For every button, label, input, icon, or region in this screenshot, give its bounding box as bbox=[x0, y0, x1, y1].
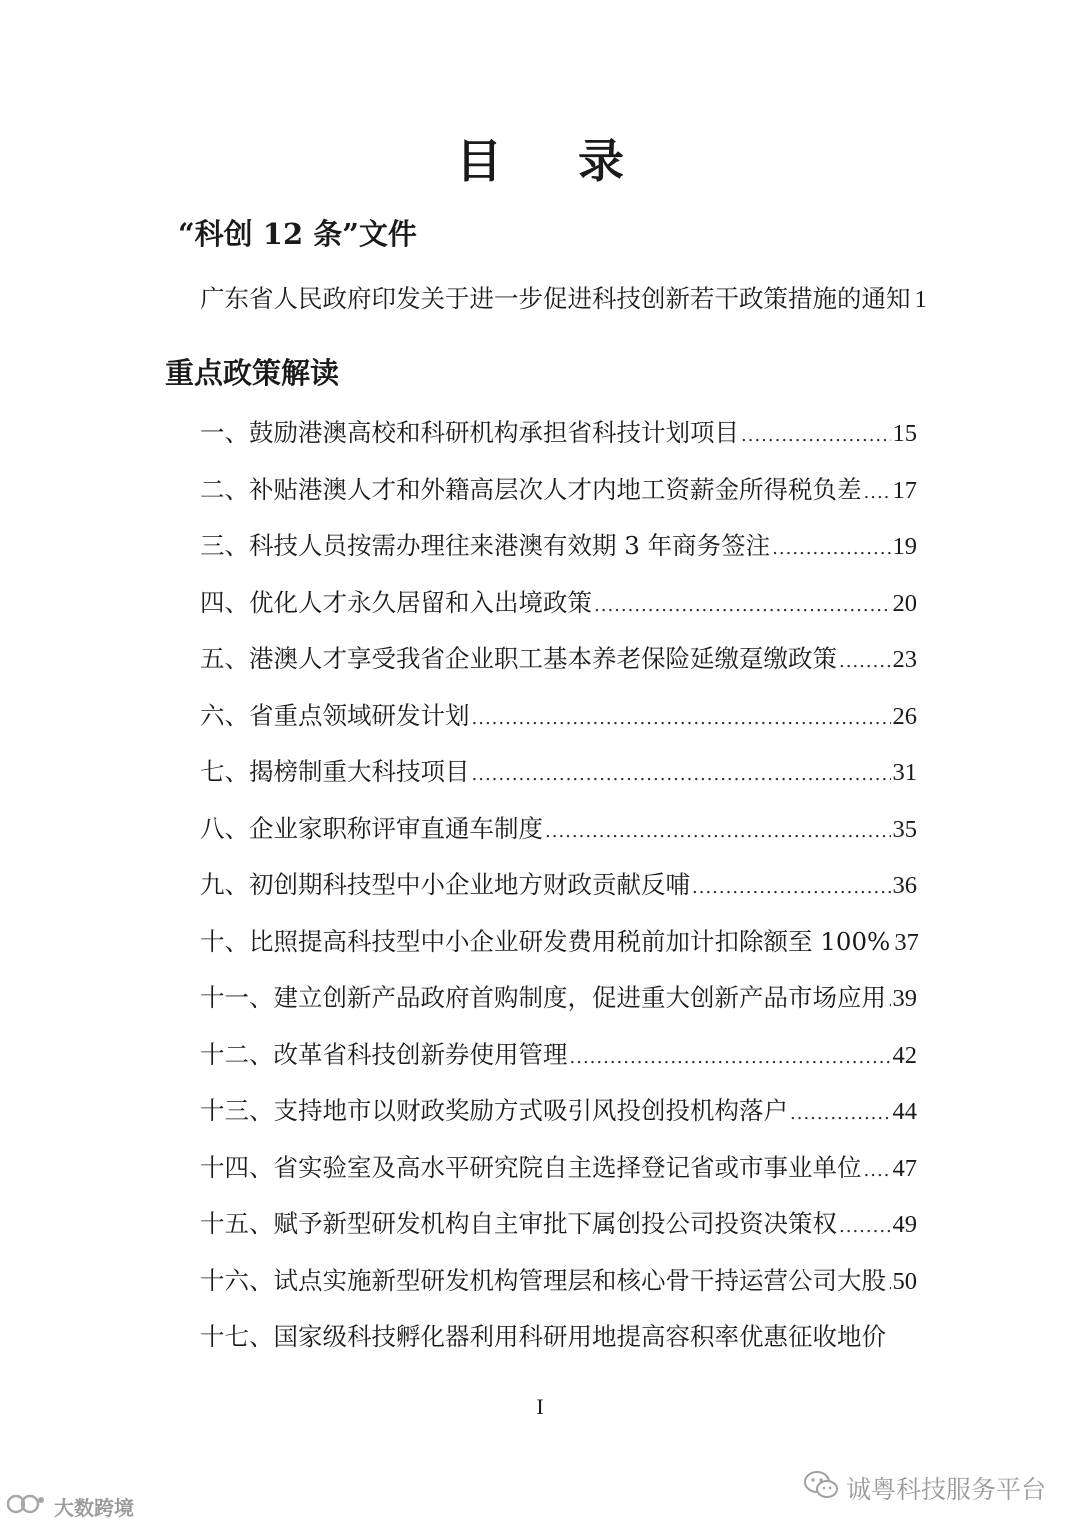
toc-leader bbox=[570, 1042, 891, 1074]
watermark-brand-text: 大数跨境 bbox=[54, 1496, 134, 1520]
toc-page-number: 15 bbox=[892, 420, 917, 447]
toc-leader bbox=[864, 477, 891, 509]
toc-entry-label: 二、补贴港澳人才和外籍高层次人才内地工资薪金所得税负差 bbox=[200, 475, 862, 504]
toc-row[interactable] bbox=[200, 530, 917, 562]
toc-leader bbox=[888, 1268, 891, 1300]
toc-leader bbox=[864, 1155, 891, 1187]
toc-leader bbox=[472, 703, 891, 735]
toc-row[interactable] bbox=[200, 869, 917, 901]
toc-row[interactable] bbox=[200, 926, 917, 958]
toc-row[interactable] bbox=[200, 1321, 917, 1353]
toc-entry-label: 九、初创期科技型中小企业地方财政贡献反哺 bbox=[200, 870, 690, 899]
toc-entry-label: 五、港澳人才享受我省企业职工基本养老保险延缴趸缴政策 bbox=[200, 644, 837, 673]
toc-leader bbox=[472, 759, 891, 791]
toc-page-number: 37 bbox=[894, 929, 919, 956]
toc-entry-label: 十、比照提高科技型中小企业研发费用税前加计扣除额至 100% bbox=[200, 927, 891, 956]
toc-page-number: 50 bbox=[892, 1268, 917, 1295]
toc-page-number: 47 bbox=[892, 1155, 917, 1182]
toc-entry-label: 十二、改革省科技创新券使用管理 bbox=[200, 1040, 568, 1069]
toc-row[interactable] bbox=[200, 1265, 917, 1297]
watermark-brand bbox=[6, 1492, 134, 1521]
toc-entry-label: 广东省人民政府印发关于进一步促进科技创新若干政策措施的通知 bbox=[200, 284, 911, 313]
toc-page-number: 42 bbox=[892, 1042, 917, 1069]
wechat-icon bbox=[804, 1470, 838, 1506]
toc-entry-label: 十六、试点实施新型研发机构管理层和核心骨干持运营公司大股 bbox=[200, 1266, 886, 1295]
toc-row[interactable] bbox=[200, 700, 917, 732]
toc-leader bbox=[772, 533, 890, 565]
toc-row[interactable] bbox=[200, 283, 927, 315]
toc-page-number: 49 bbox=[892, 1211, 917, 1238]
watermark-platform-text: 诚粤科技服务平台 bbox=[845, 1475, 1046, 1504]
toc-row[interactable] bbox=[200, 587, 917, 619]
toc-entry-label: 十四、省实验室及高水平研究院自主选择登记省或市事业单位 bbox=[200, 1153, 862, 1182]
toc-leader bbox=[545, 816, 891, 848]
toc-entry-label: 七、揭榜制重大科技项目 bbox=[200, 757, 470, 786]
toc-leader bbox=[839, 646, 891, 678]
toc-entry-label: 十一、建立创新产品政府首购制度，促进重大创新产品市场应用 bbox=[200, 983, 886, 1012]
toc-leader bbox=[839, 1211, 891, 1243]
toc-leader bbox=[888, 985, 891, 1017]
toc-page-number: 36 bbox=[892, 872, 917, 899]
toc-row[interactable] bbox=[200, 643, 917, 675]
toc-leader bbox=[741, 420, 891, 452]
toc-row[interactable] bbox=[200, 1095, 917, 1127]
toc-row[interactable] bbox=[200, 417, 917, 449]
toc-page-number: 17 bbox=[892, 477, 917, 504]
toc-page-number: 31 bbox=[892, 759, 917, 786]
toc-page-number: 1 bbox=[914, 286, 927, 313]
toc-row[interactable] bbox=[200, 474, 917, 506]
toc-row[interactable] bbox=[200, 756, 917, 788]
toc-page-number: 23 bbox=[892, 646, 917, 673]
section-heading-kechuang: “科创 12 条”文件 bbox=[178, 217, 417, 251]
toc-page-number: 26 bbox=[892, 703, 917, 730]
toc-page-number: 39 bbox=[892, 985, 917, 1012]
toc-entry-label: 十三、支持地市以财政奖励方式吸引风投创投机构落户 bbox=[200, 1096, 788, 1125]
toc-page-number: 19 bbox=[892, 533, 917, 560]
brand-logo-icon bbox=[6, 1492, 46, 1521]
watermark-platform bbox=[804, 1470, 1046, 1506]
toc-leader bbox=[692, 872, 891, 904]
toc-entry-label: 十七、国家级科技孵化器利用科研用地提高容积率优惠征收地价 bbox=[200, 1322, 886, 1351]
toc-entry-label: 一、鼓励港澳高校和科研机构承担省科技计划项目 bbox=[200, 418, 739, 447]
toc-entry-label: 三、科技人员按需办理往来港澳有效期 3 年商务签注 bbox=[200, 531, 771, 560]
toc-leader bbox=[594, 590, 891, 622]
toc-entry-label: 八、企业家职称评审直通车制度 bbox=[200, 814, 543, 843]
page-title: 目 录 bbox=[455, 134, 654, 188]
toc-entry-label: 六、省重点领域研发计划 bbox=[200, 701, 470, 730]
toc-row[interactable] bbox=[200, 1039, 917, 1071]
section-heading-key-policy: 重点政策解读 bbox=[165, 356, 340, 390]
toc-page-number: 44 bbox=[892, 1098, 917, 1125]
toc-row[interactable] bbox=[200, 1152, 917, 1184]
toc-leader bbox=[790, 1098, 891, 1130]
toc-page-number: 35 bbox=[892, 816, 917, 843]
toc-entry-label: 四、优化人才永久居留和入出境政策 bbox=[200, 588, 592, 617]
toc-page-number: 20 bbox=[892, 590, 917, 617]
toc-row[interactable] bbox=[200, 982, 917, 1014]
toc-entry-label: 十五、赋予新型研发机构自主审批下属创投公司投资决策权 bbox=[200, 1209, 837, 1238]
toc-row[interactable] bbox=[200, 1208, 917, 1240]
footer-page-number: I bbox=[536, 1394, 544, 1419]
toc-row[interactable] bbox=[200, 813, 917, 845]
